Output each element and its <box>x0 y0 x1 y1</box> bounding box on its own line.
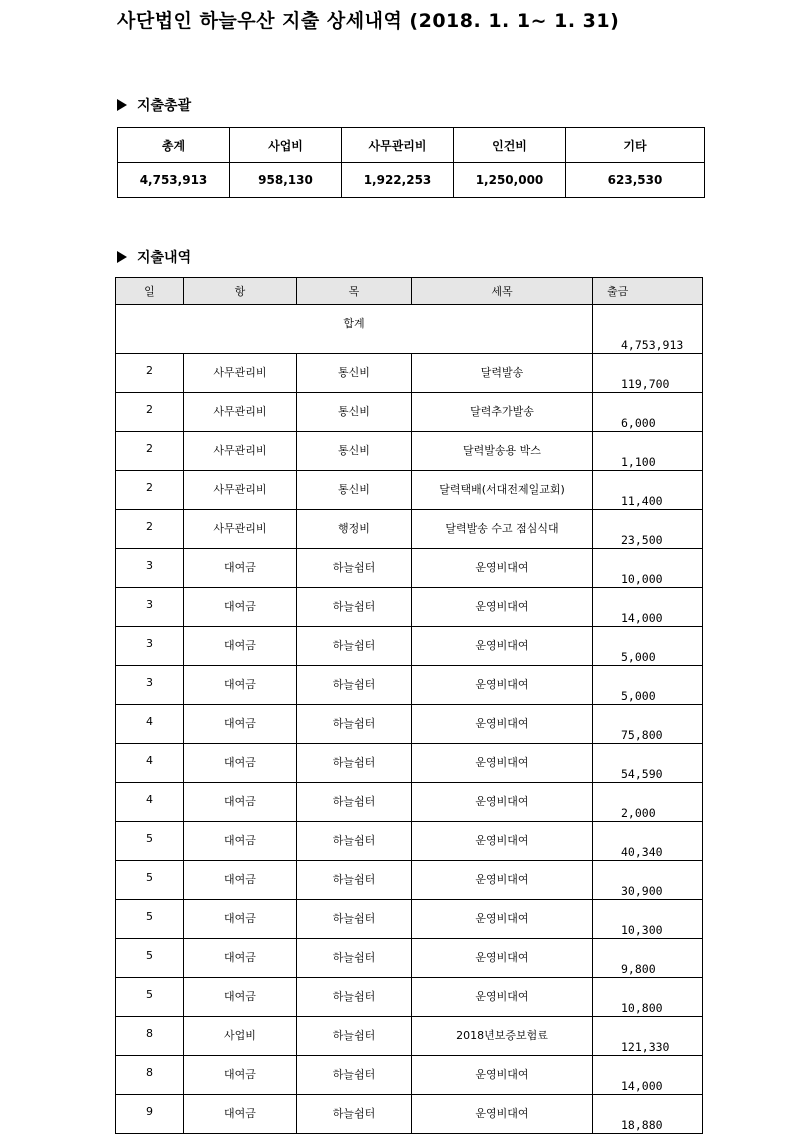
cell-amount: 14,000 <box>593 588 703 627</box>
cell-item: 대여금 <box>184 744 297 783</box>
cell-item: 대여금 <box>184 627 297 666</box>
table-row <box>116 783 703 822</box>
cell-detail: 운영비대여 <box>412 783 593 822</box>
table-row <box>116 1095 703 1134</box>
cell-day: 5 <box>116 822 184 861</box>
cell-day: 2 <box>116 432 184 471</box>
cell-subitem: 하늘쉼터 <box>297 705 412 744</box>
cell-amount: 23,500 <box>593 510 703 549</box>
cell-subitem: 통신비 <box>297 432 412 471</box>
cell-item: 대여금 <box>184 822 297 861</box>
total-row <box>116 305 703 354</box>
table-row <box>116 549 703 588</box>
detail-table <box>115 277 703 1134</box>
cell-detail: 운영비대여 <box>412 861 593 900</box>
summary-value-personnel: 1,250,000 <box>454 163 566 198</box>
summary-table <box>117 127 705 198</box>
cell-amount: 11,400 <box>593 471 703 510</box>
cell-amount: 75,800 <box>593 705 703 744</box>
cell-amount: 6,000 <box>593 393 703 432</box>
cell-subitem: 하늘쉼터 <box>297 666 412 705</box>
table-row <box>116 627 703 666</box>
cell-amount: 54,590 <box>593 744 703 783</box>
cell-detail: 운영비대여 <box>412 744 593 783</box>
triangle-bullet-icon <box>117 99 127 111</box>
summary-value-business: 958,130 <box>230 163 342 198</box>
table-row <box>116 900 703 939</box>
cell-item: 대여금 <box>184 1056 297 1095</box>
detail-header-row <box>116 278 703 305</box>
cell-subitem: 하늘쉼터 <box>297 978 412 1017</box>
cell-detail: 운영비대여 <box>412 666 593 705</box>
cell-subitem: 하늘쉼터 <box>297 783 412 822</box>
detail-heading-label: 지출내역 <box>137 250 192 266</box>
table-row <box>116 939 703 978</box>
summary-header-personnel: 인건비 <box>454 128 566 163</box>
cell-amount: 1,100 <box>593 432 703 471</box>
cell-detail: 운영비대여 <box>412 705 593 744</box>
table-row <box>116 588 703 627</box>
summary-header-office: 사무관리비 <box>342 128 454 163</box>
cell-item: 대여금 <box>184 939 297 978</box>
table-row <box>116 432 703 471</box>
cell-amount: 40,340 <box>593 822 703 861</box>
cell-subitem: 하늘쉼터 <box>297 744 412 783</box>
page-title: 사단법인 하늘우산 지출 상세내역 (2018. 1. 1~ 1. 31) <box>117 10 620 32</box>
cell-detail: 달력발송 <box>412 354 593 393</box>
cell-amount: 5,000 <box>593 666 703 705</box>
summary-heading-label: 지출총괄 <box>137 98 192 114</box>
table-row <box>116 510 703 549</box>
detail-header-amount: 출금 <box>593 278 703 305</box>
cell-subitem: 행정비 <box>297 510 412 549</box>
summary-header-row <box>118 128 705 163</box>
cell-day: 3 <box>116 627 184 666</box>
cell-day: 4 <box>116 744 184 783</box>
cell-detail: 운영비대여 <box>412 1095 593 1134</box>
cell-day: 3 <box>116 588 184 627</box>
cell-amount: 2,000 <box>593 783 703 822</box>
table-row <box>116 744 703 783</box>
cell-subitem: 하늘쉼터 <box>297 627 412 666</box>
cell-detail: 달력발송용 박스 <box>412 432 593 471</box>
cell-detail: 운영비대여 <box>412 900 593 939</box>
cell-item: 사무관리비 <box>184 393 297 432</box>
summary-header-other: 기타 <box>566 128 705 163</box>
cell-day: 9 <box>116 1095 184 1134</box>
summary-section-heading <box>117 95 191 115</box>
cell-amount: 5,000 <box>593 627 703 666</box>
cell-day: 3 <box>116 549 184 588</box>
cell-day: 5 <box>116 978 184 1017</box>
summary-value-other: 623,530 <box>566 163 705 198</box>
cell-subitem: 하늘쉼터 <box>297 822 412 861</box>
cell-day: 8 <box>116 1056 184 1095</box>
detail-header-day: 일 <box>116 278 184 305</box>
cell-item: 대여금 <box>184 1095 297 1134</box>
cell-subitem: 하늘쉼터 <box>297 900 412 939</box>
table-row <box>116 666 703 705</box>
cell-detail: 운영비대여 <box>412 978 593 1017</box>
cell-detail: 달력택배(서대전제일교회) <box>412 471 593 510</box>
cell-item: 대여금 <box>184 666 297 705</box>
cell-detail: 운영비대여 <box>412 1056 593 1095</box>
cell-amount: 18,880 <box>593 1095 703 1134</box>
cell-detail: 2018년보증보험료 <box>412 1017 593 1056</box>
cell-day: 4 <box>116 705 184 744</box>
total-label: 합계 <box>116 305 593 354</box>
cell-subitem: 하늘쉼터 <box>297 939 412 978</box>
cell-subitem: 통신비 <box>297 354 412 393</box>
table-row <box>116 861 703 900</box>
cell-day: 5 <box>116 861 184 900</box>
cell-day: 2 <box>116 393 184 432</box>
table-row <box>116 393 703 432</box>
cell-amount: 10,000 <box>593 549 703 588</box>
table-row <box>116 1056 703 1095</box>
cell-amount: 10,300 <box>593 900 703 939</box>
cell-day: 2 <box>116 510 184 549</box>
cell-subitem: 하늘쉼터 <box>297 1095 412 1134</box>
summary-value-total: 4,753,913 <box>118 163 230 198</box>
cell-item: 대여금 <box>184 549 297 588</box>
cell-item: 대여금 <box>184 588 297 627</box>
table-row <box>116 471 703 510</box>
cell-item: 대여금 <box>184 978 297 1017</box>
cell-amount: 30,900 <box>593 861 703 900</box>
cell-item: 사무관리비 <box>184 432 297 471</box>
cell-day: 2 <box>116 471 184 510</box>
triangle-bullet-icon <box>117 251 127 263</box>
cell-subitem: 하늘쉼터 <box>297 588 412 627</box>
cell-amount: 119,700 <box>593 354 703 393</box>
cell-item: 대여금 <box>184 783 297 822</box>
table-row <box>116 1017 703 1056</box>
cell-detail: 운영비대여 <box>412 939 593 978</box>
detail-section-heading <box>117 247 191 267</box>
summary-header-business: 사업비 <box>230 128 342 163</box>
cell-item: 사무관리비 <box>184 354 297 393</box>
cell-item: 대여금 <box>184 705 297 744</box>
cell-subitem: 통신비 <box>297 393 412 432</box>
table-row <box>116 705 703 744</box>
table-row <box>116 822 703 861</box>
cell-detail: 운영비대여 <box>412 822 593 861</box>
cell-day: 4 <box>116 783 184 822</box>
cell-day: 3 <box>116 666 184 705</box>
total-amount: 4,753,913 <box>593 305 703 354</box>
cell-amount: 121,330 <box>593 1017 703 1056</box>
cell-subitem: 하늘쉼터 <box>297 549 412 588</box>
detail-header-detail: 세목 <box>412 278 593 305</box>
table-row <box>116 354 703 393</box>
table-row <box>116 978 703 1017</box>
cell-subitem: 통신비 <box>297 471 412 510</box>
cell-detail: 운영비대여 <box>412 588 593 627</box>
cell-subitem: 하늘쉼터 <box>297 1017 412 1056</box>
cell-subitem: 하늘쉼터 <box>297 1056 412 1095</box>
cell-item: 사무관리비 <box>184 471 297 510</box>
cell-item: 대여금 <box>184 861 297 900</box>
cell-item: 사무관리비 <box>184 510 297 549</box>
cell-detail: 운영비대여 <box>412 549 593 588</box>
detail-header-subitem: 목 <box>297 278 412 305</box>
cell-amount: 10,800 <box>593 978 703 1017</box>
cell-detail: 달력발송 수고 점심식대 <box>412 510 593 549</box>
cell-amount: 14,000 <box>593 1056 703 1095</box>
summary-value-office: 1,922,253 <box>342 163 454 198</box>
cell-item: 사업비 <box>184 1017 297 1056</box>
cell-detail: 달력추가발송 <box>412 393 593 432</box>
cell-day: 2 <box>116 354 184 393</box>
cell-day: 5 <box>116 900 184 939</box>
cell-day: 5 <box>116 939 184 978</box>
cell-amount: 9,800 <box>593 939 703 978</box>
cell-subitem: 하늘쉼터 <box>297 861 412 900</box>
summary-value-row <box>118 163 705 198</box>
cell-detail: 운영비대여 <box>412 627 593 666</box>
detail-header-item: 항 <box>184 278 297 305</box>
summary-header-total: 총계 <box>118 128 230 163</box>
cell-day: 8 <box>116 1017 184 1056</box>
cell-item: 대여금 <box>184 900 297 939</box>
